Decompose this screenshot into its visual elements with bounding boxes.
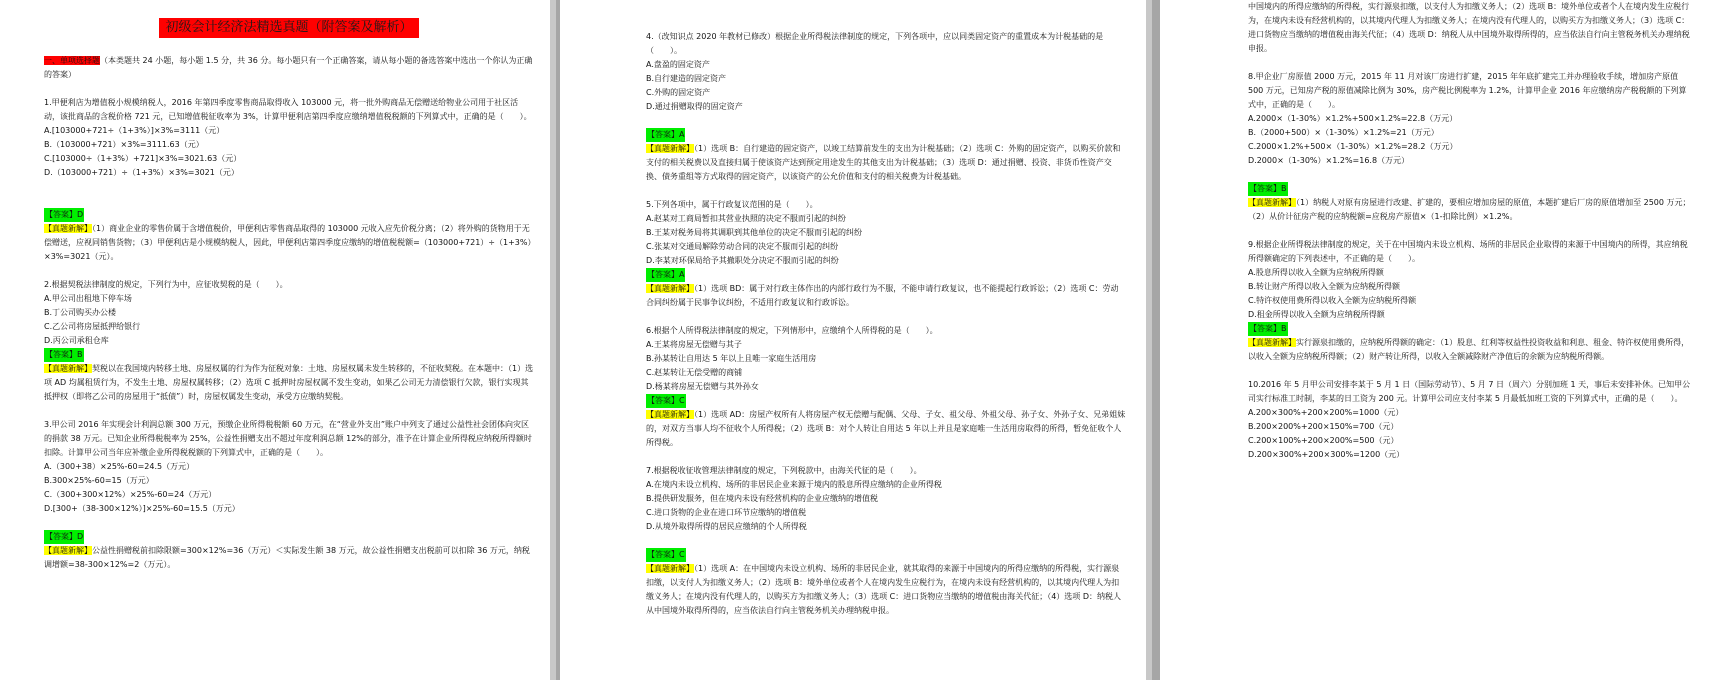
option-b: B.丁公司购买办公楼	[44, 308, 117, 317]
question-9	[1248, 238, 1693, 364]
explanation-text: 公益性捐赠税前扣除限额=300×12%=36（万元）＜实际发生额 38 万元，故公益性捐赠支出税前可以扣除 36 万元，纳税调增额=38-300×12%=2（万元）。	[44, 546, 530, 569]
option-b: B.孙某转让自用达 5 年以上且唯一家庭生活用房	[646, 354, 817, 363]
explanation-tag: 【真题新解】	[44, 546, 92, 555]
option-c: C.特许权使用费所得以收入全额为应纳税所得额	[1248, 296, 1417, 305]
question-stem: 10.2016 年 5 月甲公司安排李某于 5 月 1 日（国际劳动节）、5 月 7 日（周六）分别加班 1 天，事后未安排补休。已知甲公司实行标准工时制，李某的日工资为 200 元。计算甲公司应支付李某 5 月最低加班工资的下列算式中，正确的是（ ）。	[1248, 380, 1691, 403]
answer-tag: 【答案】B	[44, 348, 84, 362]
explanation-text: （1）选项 BD：属于对行政主体作出的内部行政行为不服，不能申请行政复议，也不能提起行政诉讼；（2）选项 C：劳动合同纠纷属于民事争议纠纷，不适用行政复议和行政诉讼。	[646, 284, 1119, 307]
option-d: D.租金所得以收入全额为应纳税所得额	[1248, 310, 1385, 319]
option-c: C.外购的固定资产	[646, 88, 711, 97]
explanation-text: 实行源泉扣缴的，应纳税所得额的确定：（1）股息、红利等权益性投资收益和利息、租金、特许权使用费所得，以收入全额为应纳税所得额；（2）财产转让所得，以收入全额减除财产净值后的余额为应纳税所得额。	[1248, 338, 1690, 361]
option-b: B.王某对税务局将其调职到其他单位的决定不服而引起的纠纷	[646, 228, 863, 237]
option-a: A.盘盈的固定资产	[646, 60, 710, 69]
option-b: B.300×25%-60=15（万元）	[44, 476, 154, 485]
section-tag: 一、单项选择题	[44, 56, 100, 65]
option-d: D.李某对环保局给予其撤职处分决定不服而引起的纠纷	[646, 256, 839, 265]
answer-1	[44, 208, 534, 264]
explanation-tag: 【真题新解】	[1248, 198, 1296, 207]
option-d: D.2000×（1-30%）×1.2%=16.8（万元）	[1248, 156, 1410, 165]
option-c: C.乙公司将房屋抵押给银行	[44, 322, 141, 331]
option-c: C.张某对交通局解除劳动合同的决定不服而引起的纠纷	[646, 242, 839, 251]
option-a: A.甲公司出租地下停车场	[44, 294, 132, 303]
explanation-tag: 【真题新解】	[646, 564, 694, 573]
option-c: C.（300+300×12%）×25%-60=24（万元）	[44, 490, 217, 499]
explanation-tag: 【真题新解】	[646, 144, 694, 153]
option-c: C.2000×1.2%+500×（1-30%）×1.2%=28.2（万元）	[1248, 142, 1458, 151]
option-a: A.王某将房屋无偿赠与其子	[646, 340, 742, 349]
option-b: B.提供研发服务，但在境内未设有经营机构的企业应缴纳的增值税	[646, 494, 879, 503]
section-header	[44, 54, 534, 82]
explanation-tag: 【真题新解】	[646, 284, 694, 293]
option-c: C.200×100%+200×200%=500（元）	[1248, 436, 1399, 445]
option-b: B.200×200%+200×150%=700（元）	[1248, 422, 1399, 431]
question-7	[646, 464, 1126, 534]
question-stem: 1.甲便利店为增值税小规模纳税人，2016 年第四季度零售商品取得收入 103000 元，将一批外购商品无偿赠送给物业公司用于社区活动，该批商品的含税价格 721 元，已知增值税征收率为 3%，计算甲便利店第四季度应缴纳增值税税额的下列算式中，正确的是（ ）。	[44, 98, 532, 121]
document-page-1	[0, 0, 550, 680]
option-c: C.[103000÷（1+3%）+721]×3%=3021.63（元）	[44, 154, 242, 163]
document-title: 初级会计经济法精选真题（附答案及解析）	[159, 18, 418, 38]
question-8	[1248, 70, 1693, 168]
option-a: A.赵某对工商局暂扣其营业执照的决定不服而引起的纠纷	[646, 214, 846, 223]
option-a: A.2000×（1-30%）×1.2%+500×1.2%=22.8（万元）	[1248, 114, 1458, 123]
question-4	[646, 30, 1126, 114]
answer-tag: 【答案】A	[646, 268, 685, 282]
answer-tag: 【答案】B	[1248, 182, 1288, 196]
explanation-text: （1）选项 AD：房屋产权所有人将房屋产权无偿赠与配偶、父母、子女、祖父母、外祖父母、孙子女、外孙子女、兄弟姐妹的，对双方当事人均不征收个人所得税；（2）选项 B：对个人转让自用达 5 年以上并且是家庭唯一生活用房取得的所得，暂免征收个人所得税。	[646, 410, 1126, 447]
answer-tag: 【答案】C	[646, 394, 686, 408]
option-d: D.通过捐赠取得的固定资产	[646, 102, 743, 111]
answer-tag: 【答案】C	[646, 548, 686, 562]
document-page-2	[560, 0, 1146, 680]
option-a: A.[103000+721÷（1+3%）]×3%=3111（元）	[44, 126, 225, 135]
explanation-text: （1）商业企业的零售价属于含增值税价，甲便利店零售商品取得的 103000 元收入应先价税分离；（2）将外购的货物用于无偿赠送，应视同销售货物；（3）甲便利店是小规模纳税人，因此，甲便利店第四季度应缴纳的增值税税额=（103000+721）÷（1+3%）×3%=3021（元）。	[44, 224, 532, 261]
option-b: B.（103000+721）×3%=3111.63（元）	[44, 140, 204, 149]
document-page-3	[1160, 0, 1713, 680]
explanation-tag: 【真题新解】	[44, 224, 92, 233]
option-d: D.（103000+721）÷（1+3%）×3%=3021（元）	[44, 168, 239, 177]
option-d: D.[300+（38-300×12%）]×25%-60=15.5（万元）	[44, 504, 240, 513]
option-a: A.（300+38）×25%-60=24.5（万元）	[44, 462, 195, 471]
question-stem: 2.根据契税法律制度的规定，下列行为中，应征收契税的是（ ）。	[44, 280, 288, 289]
question-5	[646, 198, 1126, 310]
answer-8	[1248, 182, 1693, 224]
question-stem: 9.根据企业所得税法律制度的规定，关于在中国境内未设立机构、场所的非居民企业取得的来源于中国境内的所得，其应纳税所得额确定的下列表述中，不正确的是（ ）。	[1248, 240, 1688, 263]
option-d: D.杨某将房屋无偿赠与其外孙女	[646, 382, 759, 391]
answer-tag: 【答案】A	[646, 128, 685, 142]
page-gap	[1146, 0, 1152, 680]
question-3	[44, 418, 534, 516]
option-c: C.赵某转让无偿受赠的商铺	[646, 368, 743, 377]
answer-tag: 【答案】B	[1248, 322, 1288, 336]
explanation-text: （1）纳税人对原有房屋进行改建、扩建的，要相应增加房屋的原值，本题扩建后厂房的原值增加至 2500 万元；（2）从价计征房产税的应纳税额=应税房产原值×（1-扣除比例）×1.2%。	[1248, 198, 1691, 221]
question-stem: 4.（改知识点 2020 年教材已修改）根据企业所得税法律制度的规定，下列各项中，应以同类固定资产的重置成本为计税基础的是（ ）。	[646, 32, 1104, 55]
explanation-text: （1）选项 B：自行建造的固定资产，以竣工结算前发生的支出为计税基础；（2）选项 C：外购的固定资产，以购买价款和支付的相关税费以及直接归属于使该资产达到预定用途发生的其他支出为计税基础；（3）选项 D：通过捐赠、投资、非货币性资产交换、债务重组等方式取得的固定资产，以该资产的公允价值和支付的相关税费为计税基础。	[646, 144, 1121, 181]
option-c: C.进口货物的企业在进口环节应缴纳的增值税	[646, 508, 807, 517]
option-b: B.转让财产所得以收入全额为应纳税所得额	[1248, 282, 1401, 291]
option-d: D.200×300%+200×300%=1200（元）	[1248, 450, 1405, 459]
option-b: B.自行建造的固定资产	[646, 74, 727, 83]
option-b: B.（2000+500）×（1-30%）×1.2%=21（万元）	[1248, 128, 1439, 137]
question-stem: 6.根据个人所得税法律制度的规定，下列情形中，应缴纳个人所得税的是（ ）。	[646, 326, 938, 335]
option-d: D.从境外取得所得的居民应缴纳的个人所得税	[646, 522, 807, 531]
question-stem: 5.下列各项中，属于行政复议范围的是（ ）。	[646, 200, 818, 209]
explanation-tag: 【真题新解】	[44, 364, 92, 373]
answer-tag: 【答案】D	[44, 208, 84, 222]
explanation-continuation: 中国境内的所得应缴纳的所得税，实行源泉扣缴，以支付人为扣缴义务人；（2）选项 B：境外单位或者个人在境内发生应税行为，在境内未设有经营机构的，以其境内代理人为扣缴义务人；在境内没有代理人的，以购买方为扣缴义务人；（3）选项 C：进口货物应当缴纳的增值税由海关代征；（4）选项 D：纳税人从中国境外取得所得的，应当依法自行向主管税务机关办理纳税申报。	[1248, 2, 1690, 53]
answer-7	[646, 548, 1126, 618]
explanation-text: （1）选项 A：在中国境内未设立机构、场所的非居民企业，就其取得的来源于中国境内的所得应缴纳的所得税，实行源泉扣缴，以支付人为扣缴义务人；（2）选项 B：境外单位或者个人在境内发生应税行为，在境内未设有经营机构的，以其境内代理人为扣缴义务人；在境内没有代理人的，以购买方为扣缴义务人；（3）选项 C：进口货物应当缴纳的增值税由海关代征；（4）选项 D：纳税人从中国境外取得所得的，应当依法自行向主管税务机关办理纳税申报。	[646, 564, 1122, 615]
question-stem: 3.甲公司 2016 年实现会计利润总额 300 万元，预缴企业所得税税额 60 万元，在“营业外支出”账户中列支了通过公益性社会团体向灾区的捐款 38 万元。已知企业所得税税率为 25%，公益性捐赠支出不超过年度利润总额 12%的部分，准予在计算企业所得税应纳税所得额时扣除。计算甲公司当年应补缴企业所得税税额的下列算式中，正确的是（ ）。	[44, 420, 532, 457]
explanation-tag: 【真题新解】	[646, 410, 694, 419]
option-a: A.在境内未设立机构、场所的非居民企业来源于境内的股息所得应缴纳的企业所得税	[646, 480, 942, 489]
answer-4	[646, 128, 1126, 184]
section-description: （本类题共 24 小题，每小题 1.5 分，共 36 分。每小题只有一个正确答案，请从每小题的备选答案中选出一个你认为正确的答案）	[44, 56, 533, 79]
page-gap	[550, 0, 556, 680]
answer-tag: 【答案】D	[44, 530, 84, 544]
question-10	[1248, 378, 1693, 462]
option-d: D.丙公司承租仓库	[44, 336, 109, 345]
question-1	[44, 96, 534, 180]
question-stem: 8.甲企业厂房原值 2000 万元，2015 年 11 月对该厂房进行扩建，2015 年年底扩建完工并办理验收手续，增加房产原值 500 万元，已知房产税的原值减除比例为 30%，房产税比例税率为 1.2%，计算甲企业 2016 年应缴纳房产税税额的下列算式中，正确的是（ ）。	[1248, 72, 1687, 109]
explanation-tag: 【真题新解】	[1248, 338, 1296, 347]
question-2	[44, 278, 534, 404]
option-a: A.股息所得以收入全额为应纳税所得额	[1248, 268, 1384, 277]
question-6	[646, 324, 1126, 450]
option-a: A.200×300%+200×200%=1000（元）	[1248, 408, 1404, 417]
explanation-text: 契税以在我国境内转移土地、房屋权属的行为作为征税对象：土地、房屋权属未发生转移的，不征收契税。在本题中：（1）选项 AD 均属租赁行为，不发生土地、房屋权属转移；（2）选项 C 抵押时房屋权属不发生变动，如果乙公司无力清偿银行欠款，银行实现其抵押权（即将乙公司的房屋用于“抵债”）时，房屋权属发生变动，承受方应缴纳契税。	[44, 364, 534, 401]
question-stem: 7.根据税收征收管理法律制度的规定，下列税款中，由海关代征的是（ ）。	[646, 466, 922, 475]
answer-3	[44, 530, 534, 572]
